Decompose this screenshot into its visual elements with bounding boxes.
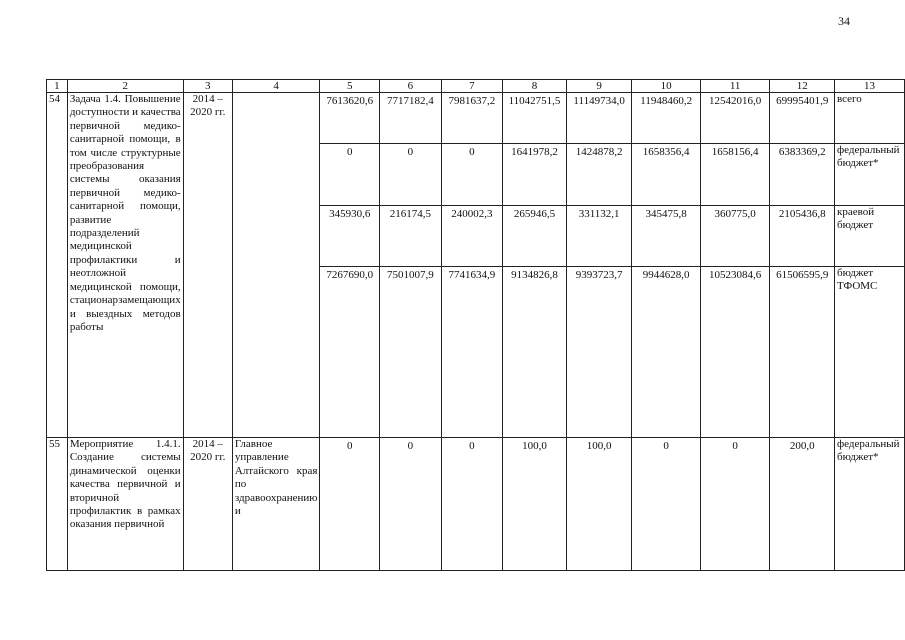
executor — [232, 93, 320, 438]
period: 2014 – 2020 гг. — [183, 438, 232, 571]
value-2015: 0 — [380, 438, 442, 571]
row-number: 54 — [47, 93, 68, 438]
period: 2014 – 2020 гг. — [183, 93, 232, 438]
value-total: 61506595,9 — [770, 267, 835, 438]
value-2019: 1658356,4 — [632, 144, 700, 206]
value-2017: 100,0 — [503, 438, 567, 571]
measure-name: Мероприятие 1.4.1. Создание системы динамической оценки качества первичной и вторичной профилактик в рамках оказания первичной — [67, 438, 183, 571]
column-header: 6 — [380, 80, 442, 93]
column-header: 12 — [770, 80, 835, 93]
column-header: 11 — [700, 80, 769, 93]
funding-source: федеральный бюджет* — [835, 144, 905, 206]
value-2017: 1641978,2 — [503, 144, 567, 206]
column-header: 10 — [632, 80, 700, 93]
value-2014: 0 — [320, 144, 380, 206]
value-2019: 0 — [632, 438, 700, 571]
value-2020: 1658156,4 — [700, 144, 769, 206]
value-2015: 216174,5 — [380, 206, 442, 267]
value-2015: 0 — [380, 144, 442, 206]
budget-table — [46, 79, 905, 571]
funding-source: краевой бюджет — [835, 206, 905, 267]
funding-source: бюджет ТФОМС — [835, 267, 905, 438]
value-2018: 331132,1 — [566, 206, 632, 267]
value-2015: 7501007,9 — [380, 267, 442, 438]
value-2018: 1424878,2 — [566, 144, 632, 206]
column-header: 7 — [441, 80, 503, 93]
value-total: 2105436,8 — [770, 206, 835, 267]
value-2019: 11948460,2 — [632, 93, 700, 144]
row-number: 55 — [47, 438, 68, 571]
value-2020: 360775,0 — [700, 206, 769, 267]
column-header: 8 — [503, 80, 567, 93]
value-total: 200,0 — [770, 438, 835, 571]
column-header: 1 — [47, 80, 68, 93]
value-2018: 11149734,0 — [566, 93, 632, 144]
value-2020: 12542016,0 — [700, 93, 769, 144]
table-row — [47, 93, 905, 144]
value-2015: 7717182,4 — [380, 93, 442, 144]
value-2017: 265946,5 — [503, 206, 567, 267]
value-2017: 11042751,5 — [503, 93, 567, 144]
value-2020: 10523084,6 — [700, 267, 769, 438]
value-2016: 7981637,2 — [441, 93, 503, 144]
value-2014: 7613620,6 — [320, 93, 380, 144]
column-header: 2 — [67, 80, 183, 93]
value-2016: 0 — [441, 438, 503, 571]
value-2014: 7267690,0 — [320, 267, 380, 438]
column-numbers-row — [47, 80, 905, 93]
page-number: 34 — [838, 14, 850, 28]
value-2018: 9393723,7 — [566, 267, 632, 438]
value-2017: 9134826,8 — [503, 267, 567, 438]
value-2014: 0 — [320, 438, 380, 571]
value-2018: 100,0 — [566, 438, 632, 571]
column-header: 13 — [835, 80, 905, 93]
value-2016: 240002,3 — [441, 206, 503, 267]
value-2014: 345930,6 — [320, 206, 380, 267]
funding-source: всего — [835, 93, 905, 144]
column-header: 5 — [320, 80, 380, 93]
column-header: 3 — [183, 80, 232, 93]
funding-source: федеральный бюджет* — [835, 438, 905, 571]
column-header: 9 — [566, 80, 632, 93]
value-2019: 345475,8 — [632, 206, 700, 267]
value-2016: 7741634,9 — [441, 267, 503, 438]
task-name: Задача 1.4. Повышение доступности и качества первичной медико-санитарной помощи, в том числе структурные преобразования системы оказания первичной медико-санитарной помощи, развитие подразделений медицинской профилактики и неотложной медицинской помощи, стационарзамещающих и выездных методов работы — [67, 93, 183, 438]
value-2019: 9944628,0 — [632, 267, 700, 438]
value-total: 69995401,9 — [770, 93, 835, 144]
column-header: 4 — [232, 80, 320, 93]
table-row — [47, 438, 905, 571]
value-total: 6383369,2 — [770, 144, 835, 206]
executor: Главное управление Алтайского края по здравоохранению и — [232, 438, 320, 571]
value-2016: 0 — [441, 144, 503, 206]
value-2020: 0 — [700, 438, 769, 571]
